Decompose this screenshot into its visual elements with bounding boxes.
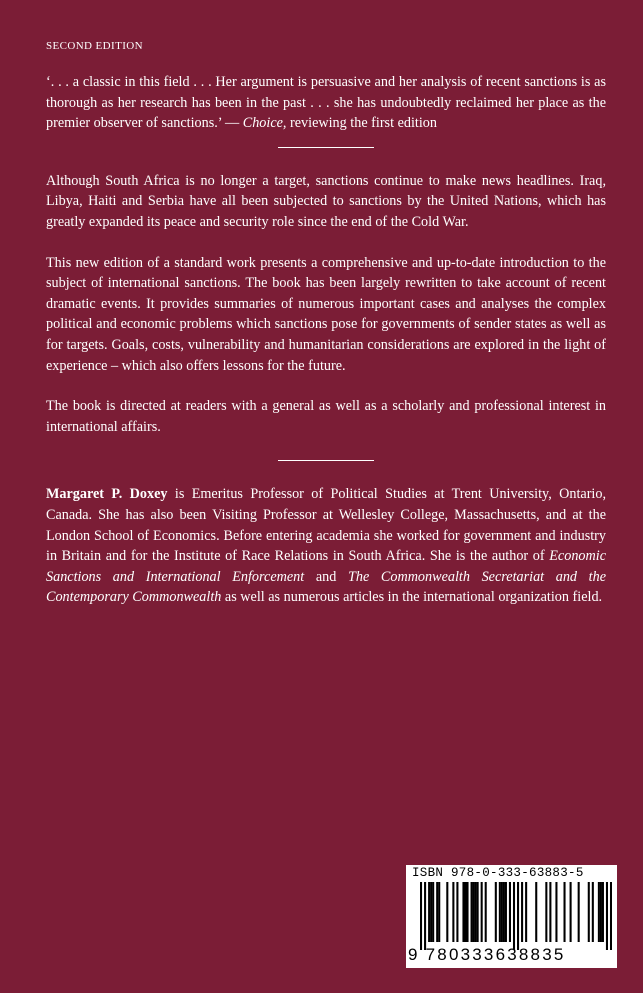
barcode-bar <box>466 882 468 942</box>
barcode-bar <box>501 882 503 942</box>
barcode-bar <box>481 882 483 942</box>
barcode-bar <box>475 882 477 942</box>
barcode-digit-string: 780333638835 <box>425 945 566 964</box>
barcode-bar <box>432 882 434 942</box>
barcode-bar <box>428 882 430 942</box>
barcode-bar <box>456 882 458 942</box>
barcode-bar <box>446 882 448 942</box>
barcode-bar <box>505 882 507 942</box>
barcode-bar <box>464 882 466 942</box>
barcode-bar <box>420 882 422 950</box>
barcode-bar <box>473 882 475 942</box>
barcode-bar <box>477 882 479 942</box>
barcode-bar <box>549 882 551 942</box>
barcode-bar <box>471 882 473 942</box>
back-cover-text <box>46 72 606 608</box>
barcode-bar <box>495 882 497 942</box>
isbn-label: ISBN 978-0-333-63883-5 <box>412 866 584 880</box>
author-name: Margaret P. Doxey <box>46 486 168 503</box>
barcode-bar <box>485 882 487 942</box>
barcode-bar <box>424 882 426 950</box>
barcode-bar <box>570 882 572 942</box>
barcode-bar <box>563 882 565 942</box>
barcode-bar <box>525 882 527 942</box>
barcode-bars <box>420 882 612 950</box>
barcode-digits <box>408 945 613 965</box>
barcode-bar <box>598 882 600 942</box>
quote-source: Choice, <box>242 115 287 132</box>
barcode-first-digit: 9 <box>408 945 420 964</box>
paragraph-intro: Although South Africa is no longer a target, sanctions continue to make news headlines. Iraq, Libya, Haiti and Serbia have all been subjected to sanctions by the United Nations, which has greatly expanded its peace and security role since the end of the Cold War. <box>46 172 606 230</box>
barcode-bar <box>610 882 612 950</box>
barcode-bar <box>517 882 519 950</box>
barcode-bar <box>555 882 557 942</box>
author-bio-text: and <box>304 568 348 585</box>
book-title: The Commonwealth Secretariat and the Contemporary Commonwealth <box>46 568 606 606</box>
quote-tail: reviewing the first edition <box>286 115 437 132</box>
barcode-bar <box>503 882 505 942</box>
barcode-bar <box>545 882 547 942</box>
divider-rule <box>278 147 374 148</box>
review-quote <box>46 72 606 134</box>
barcode-bar <box>436 882 438 942</box>
barcode-bar <box>606 882 608 950</box>
barcode-bar <box>509 882 511 942</box>
book-title: Economic Sanctions and International Enforcement <box>46 548 606 585</box>
barcode-bar <box>438 882 440 942</box>
barcode-bar <box>535 882 537 942</box>
barcode-bar <box>513 882 515 950</box>
barcode-bar <box>499 882 501 942</box>
barcode-bar <box>602 882 604 942</box>
barcode-bar <box>600 882 602 942</box>
barcode-bar <box>462 882 464 942</box>
quote-text: ‘. . . a classic in this field . . . Her argument is persuasive and her analysis of recent sanctions is as thorough as her research has been in the past . . . she has undoubtedly reclaimed her place as the premier observer of sanctions.’ — <box>46 74 606 132</box>
author-bio-text: as well as numerous articles in the international organization field. <box>221 589 603 606</box>
barcode-bar <box>521 882 523 942</box>
barcode-bar <box>452 882 454 942</box>
edition-label: SECOND EDITION <box>46 40 143 52</box>
barcode-bar <box>578 882 580 942</box>
barcode-bar <box>430 882 432 942</box>
paragraph-audience: The book is directed at readers with a general as well as a scholarly and professional interest in international affairs. <box>46 398 606 435</box>
divider-rule <box>278 460 374 461</box>
isbn-barcode <box>406 865 617 968</box>
barcode-bar <box>592 882 594 942</box>
paragraph-edition: This new edition of a standard work presents a comprehensive and up-to-date introduction to the subject of international sanctions. The book has been largely rewritten to take account of recent dramatic events. It provides summaries of numerous important cases and analyses the complex political and economic problems which sanctions pose for governments of sender states as well as for targets. Goals, costs, vulnerability and humanitarian considerations are explored in the light of experience – which also offers lessons for the future. <box>46 254 606 374</box>
barcode-bar <box>588 882 590 942</box>
author-bio-text: is Emeritus Professor of Political Studies at Trent University, Ontario, Canada. She has also been Visiting Professor at Wellesley College, Massachusetts, and at the London School of Economics. Before entering academia she worked for government and industry in Britain and for the Institute of Race Relations in South Africa. She is the author of <box>46 486 606 565</box>
author-bio <box>46 484 606 608</box>
